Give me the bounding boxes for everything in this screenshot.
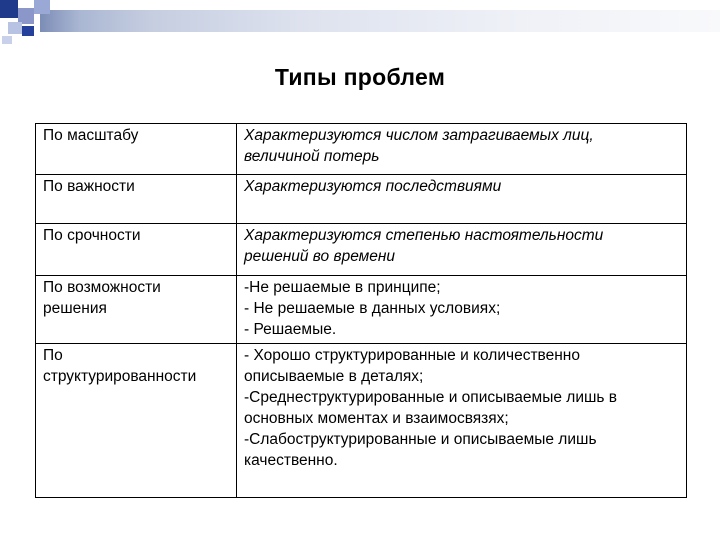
description-text: - Не решаемые в данных условиях; bbox=[244, 300, 501, 317]
description-text: Характеризуются последствиями bbox=[244, 178, 502, 195]
description-text: Характеризуются числом затрагиваемых лиц, bbox=[244, 127, 594, 144]
description-text: - Хорошо структурированные и количественно bbox=[244, 347, 580, 364]
problem-description-cell bbox=[237, 224, 687, 276]
description-text: Характеризуются степенью настоятельности bbox=[244, 227, 604, 244]
table-row bbox=[36, 344, 687, 498]
category-text: По bbox=[43, 347, 63, 364]
corner-square-1 bbox=[0, 0, 18, 18]
slide-title: Типы проблем bbox=[274, 64, 446, 90]
category-text: По важности bbox=[43, 178, 135, 195]
corner-square-6 bbox=[2, 36, 12, 44]
table-row bbox=[36, 224, 687, 276]
description-text: решений во времени bbox=[244, 248, 396, 265]
category-text: По срочности bbox=[43, 227, 141, 244]
problem-description-cell bbox=[237, 344, 687, 498]
problem-description-cell bbox=[237, 175, 687, 224]
description-text: описываемые в деталях; bbox=[244, 368, 424, 385]
description-text: - Решаемые. bbox=[244, 321, 337, 338]
description-text: качественно. bbox=[244, 452, 338, 469]
corner-square-4 bbox=[8, 22, 22, 34]
description-text: -Не решаемые в принципе; bbox=[244, 279, 441, 296]
category-text: структурированности bbox=[43, 368, 197, 385]
header-gradient-bar bbox=[40, 10, 720, 32]
corner-square-3 bbox=[34, 0, 50, 14]
description-text: величиной потерь bbox=[244, 148, 380, 165]
description-text: -Среднеструктурированные и описываемые лишь в bbox=[244, 389, 618, 406]
table-row bbox=[36, 175, 687, 224]
problem-category-cell bbox=[36, 224, 237, 276]
table-row bbox=[36, 276, 687, 344]
problem-description-cell bbox=[237, 276, 687, 344]
category-text: решения bbox=[43, 300, 107, 317]
problem-category-cell bbox=[36, 344, 237, 498]
problem-category-cell bbox=[36, 175, 237, 224]
problem-types-table bbox=[35, 123, 687, 498]
corner-square-5 bbox=[22, 26, 34, 36]
description-text: -Слабоструктурированные и описываемые лишь bbox=[244, 431, 597, 448]
problem-description-cell bbox=[237, 124, 687, 175]
table-row bbox=[36, 124, 687, 175]
category-text: По возможности bbox=[43, 279, 161, 296]
problem-category-cell bbox=[36, 124, 237, 175]
category-text: По масштабу bbox=[43, 127, 139, 144]
description-text: основных моментах и взаимосвязях; bbox=[244, 410, 509, 427]
problem-category-cell bbox=[36, 276, 237, 344]
